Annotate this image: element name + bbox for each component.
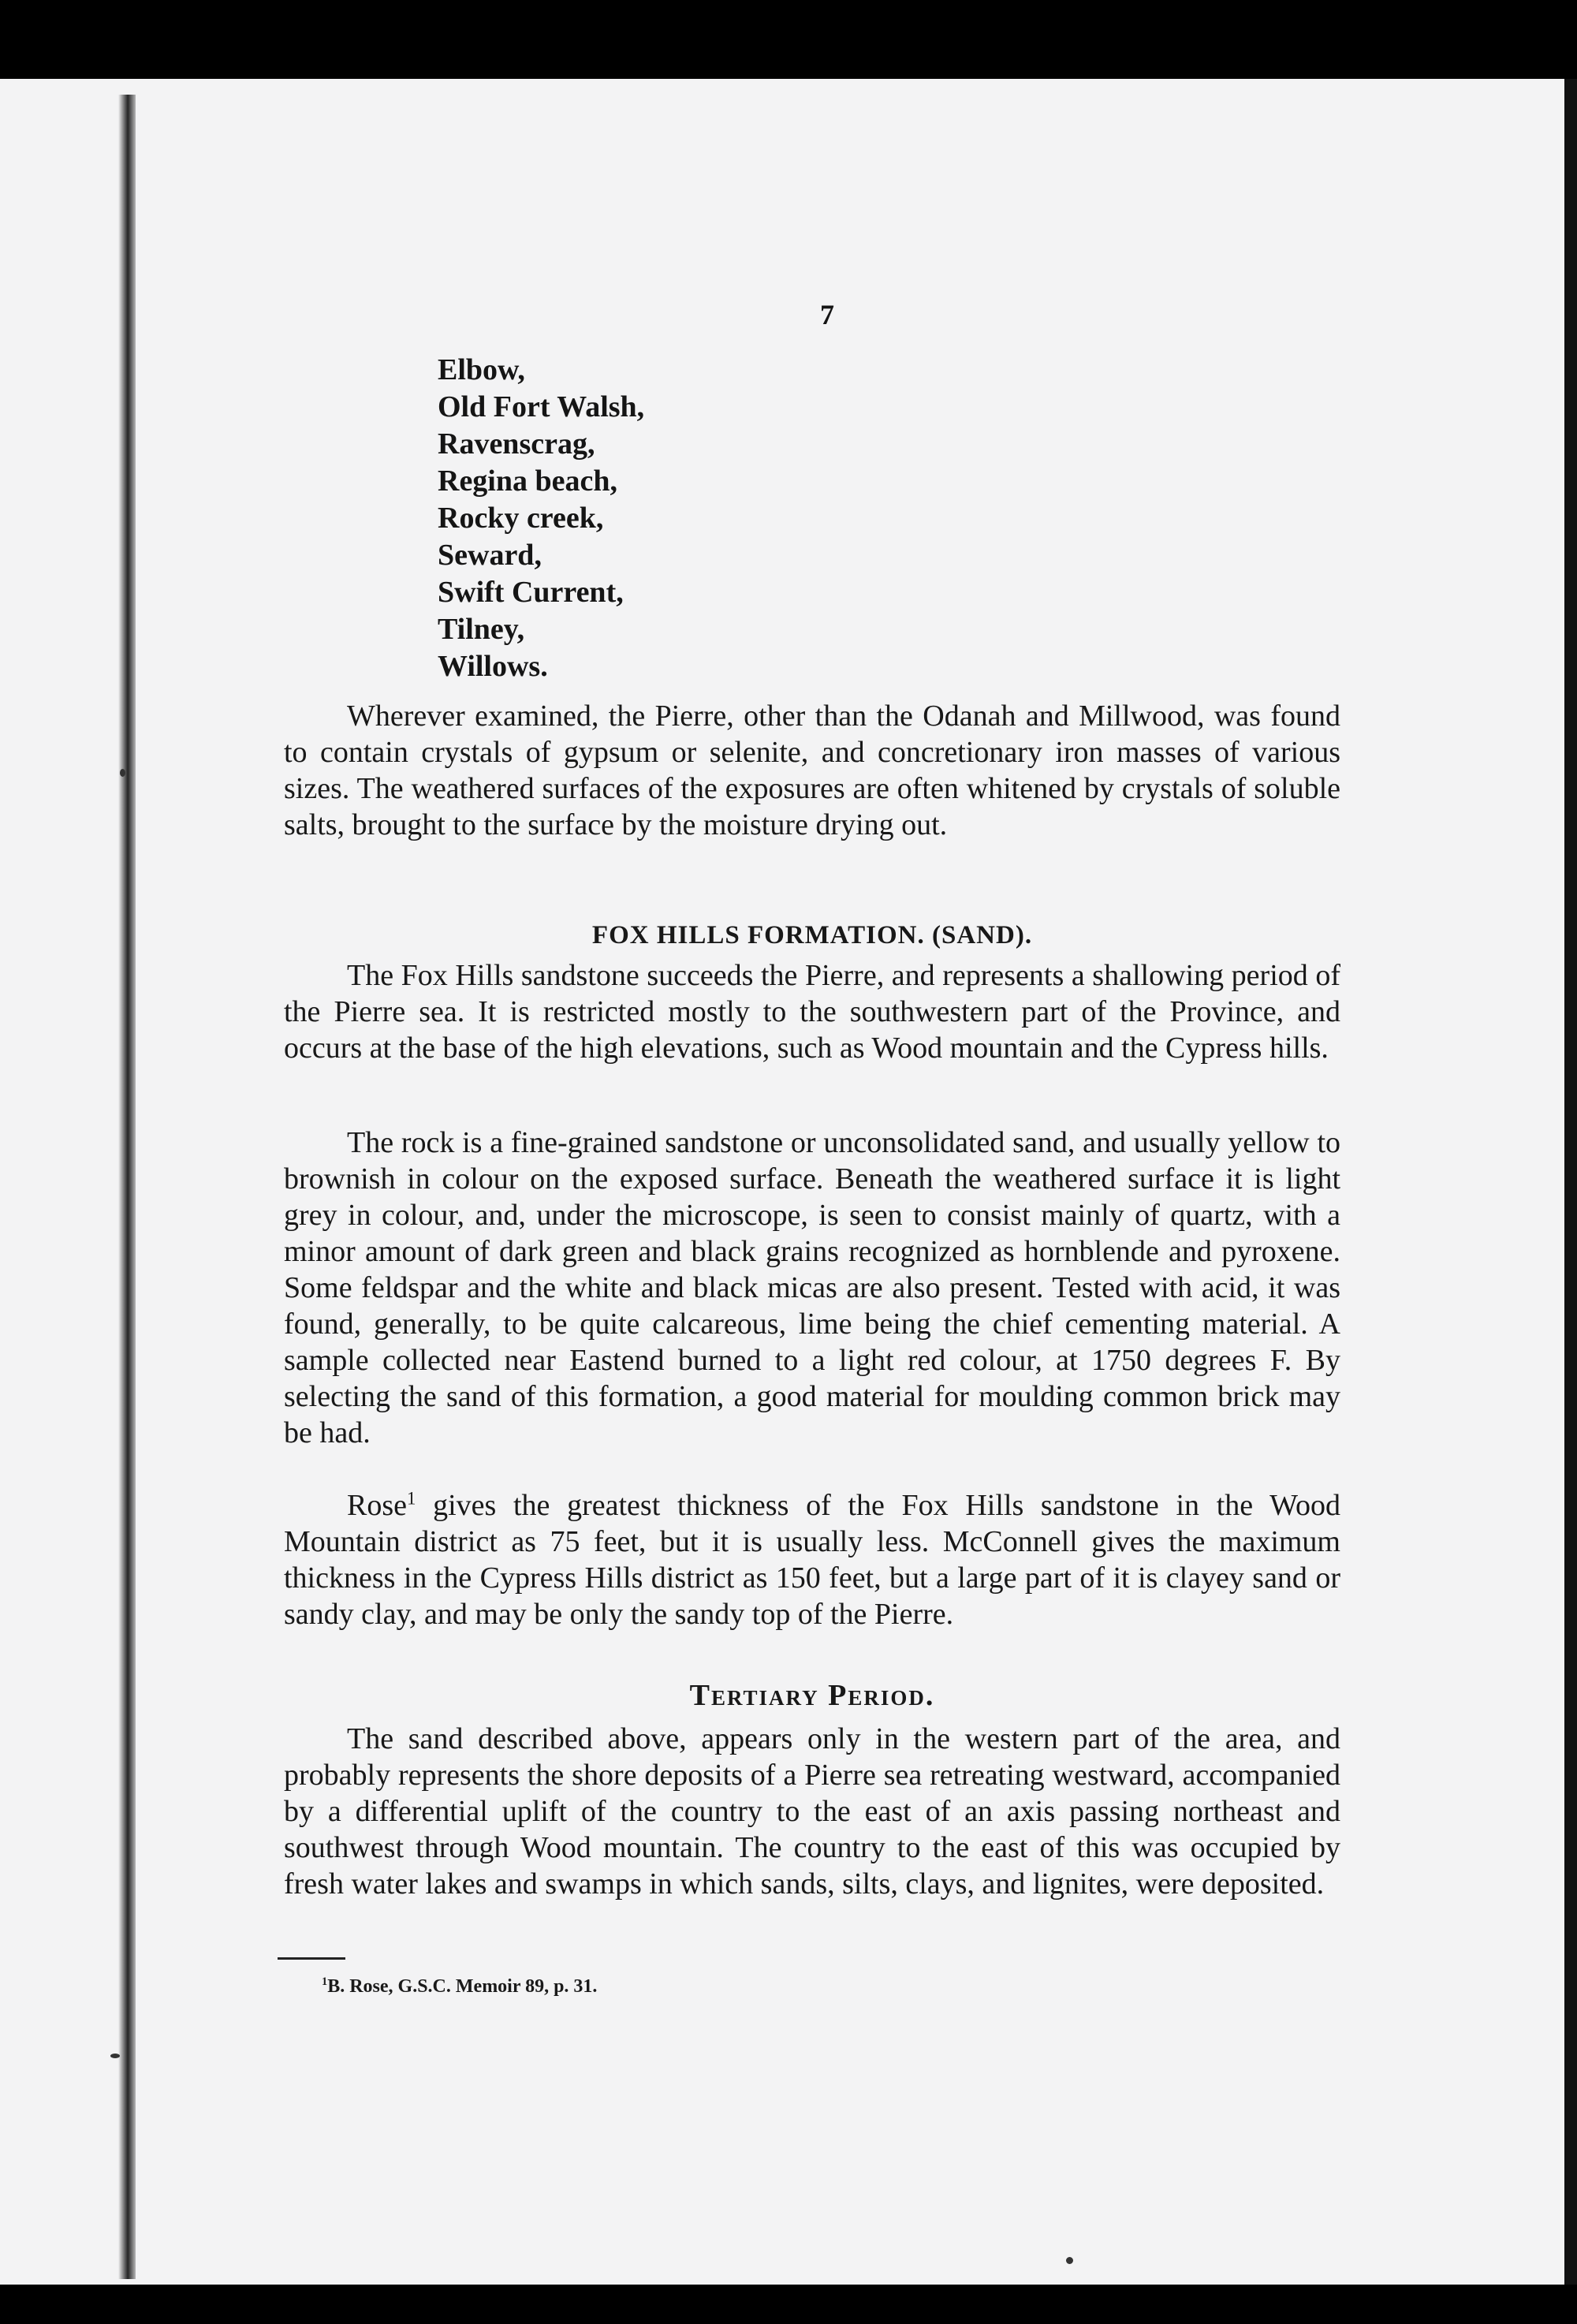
author-name: Rose xyxy=(347,1489,407,1522)
list-item: Willows. xyxy=(438,650,548,683)
list-item: Rocky creek, xyxy=(438,502,604,535)
list-item: Ravenscrag, xyxy=(438,427,595,461)
paragraph-fox-hills-rock: The rock is a fine-grained sandstone or unconsolidated sand, and usually yellow to brownish in colour on the exposed surface. Beneath the weathered surface it is light grey in colour, and, under the microscope, is seen to consist mainly of quartz, with a minor amount of dark green and black grains recognized as hornblende and pyroxene. Some feldspar and the white and black micas are also present. Tested with acid, it was found, generally, to be quite calcareous, lime being the chief cementing material. A sample collected near Eastend burned to a light red colour, at 1750 degrees F. By selecting the sand of this formation, a good material for moulding common brick may be had. xyxy=(284,1126,1340,1449)
heading-fox-hills: FOX HILLS FORMATION. (SAND). xyxy=(591,921,1033,949)
footnote-rule xyxy=(278,1957,345,1960)
page-number: 7 xyxy=(820,299,834,330)
paragraph-text: gives the greatest thickness of the Fox Hills sandstone in the Wood Mountain district as 75 feet, but it is usually less. McConnell gives the maximum thickness in the Cypress Hills district as 150 feet, but a large part of it is clayey sand or sandy clay, and may be only the sandy top of the Pierre. xyxy=(284,1489,1340,1631)
paragraph-fox-hills-intro: The Fox Hills sandstone succeeds the Pierre, and represents a shallowing period of the Pierre sea. It is restricted mostly to the southwestern part of the Province, and occurs at the base of the high elevations, such as Wood mountain and the Cypress hills. xyxy=(284,959,1340,1065)
footnote-text: B. Rose, G.S.C. Memoir 89, p. 31. xyxy=(327,1976,598,1997)
paragraph-fox-hills-thickness xyxy=(284,1487,1340,1632)
list-item: Seward, xyxy=(438,539,542,572)
ink-speck xyxy=(110,2054,120,2058)
footnote-marker: 1 xyxy=(322,1975,328,1988)
paragraph-tertiary: The sand described above, appears only in the western part of the area, and probably represents the shore deposits of a Pierre sea retreating westward, accompanied by a differential uplift of the country to the east of an axis passing northeast and southwest through Wood mountain. The country to the east of this was occupied by fresh water lakes and swamps in which sands, silts, clays, and lignites, were deposited. xyxy=(284,1722,1340,1901)
ink-speck xyxy=(120,769,125,777)
ink-speck xyxy=(1066,2257,1073,2264)
footnote-reference: 1 xyxy=(407,1488,416,1509)
locality-list xyxy=(438,352,644,685)
heading-tertiary-period: Tertiary Period. xyxy=(689,1679,935,1712)
list-item: Old Fort Walsh, xyxy=(438,390,645,423)
list-item: Swift Current, xyxy=(438,576,624,609)
paragraph-pierre-summary: Wherever examined, the Pierre, other than the Odanah and Millwood, was found to contain crystals of gypsum or selenite, and concretionary iron masses of various sizes. The weathered surfaces of the exposures are often whitened by crystals of soluble salts, brought to the surface by the moisture drying out. xyxy=(284,699,1340,841)
right-page-edge xyxy=(1564,79,1577,2287)
list-item: Elbow, xyxy=(438,353,525,386)
list-item: Tilney, xyxy=(438,613,525,646)
list-item: Regina beach, xyxy=(438,464,617,498)
bottom-page-edge xyxy=(0,2285,1577,2324)
footnote xyxy=(322,1976,597,1998)
binding-gutter-shadow xyxy=(118,95,136,2279)
